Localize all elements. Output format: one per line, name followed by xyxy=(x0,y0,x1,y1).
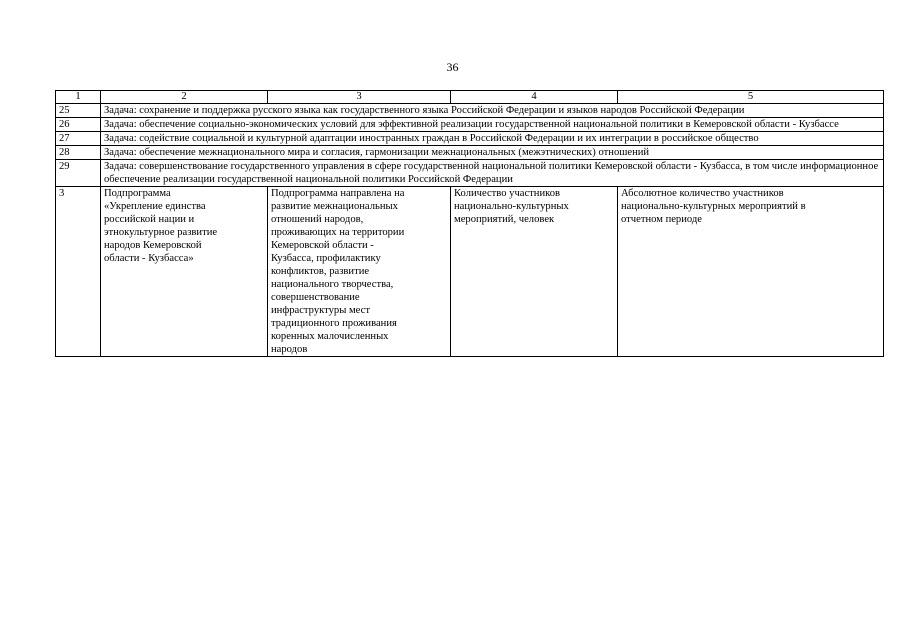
header-col-4: 4 xyxy=(451,91,618,104)
task-text: Задача: обеспечение социально-экономических условий для эффективной реализации государственной национальной политики в Кемеровской области - Кузбассе xyxy=(101,118,884,132)
header-col-5: 5 xyxy=(618,91,884,104)
table-row-task-28 xyxy=(56,146,884,160)
table-row-task-25 xyxy=(56,104,884,118)
table-row-task-29 xyxy=(56,160,884,187)
task-text: Задача: обеспечение межнационального мира и согласия, гармонизации межнациональных (межэтнических) отношений xyxy=(101,146,884,160)
table-row-task-26 xyxy=(56,118,884,132)
task-text: Задача: совершенствование государственного управления в сфере государственной национальной политики Кемеровской области - Кузбасса, в том числе информационное обеспечение реализации государственной национальной политики Российской Федерации xyxy=(101,160,884,187)
table-row-subprogram xyxy=(56,187,884,357)
indicator-name: Количество участников национально-культурных мероприятий, человек xyxy=(451,187,618,357)
row-number: 28 xyxy=(56,146,101,160)
row-number: 25 xyxy=(56,104,101,118)
row-number: 3 xyxy=(56,187,101,357)
header-col-1: 1 xyxy=(56,91,101,104)
task-text: Задача: сохранение и поддержка русского языка как государственного языка Российской Федерации и языков народов Российской Федерации xyxy=(101,104,884,118)
row-number: 27 xyxy=(56,132,101,146)
row-number: 26 xyxy=(56,118,101,132)
header-col-3: 3 xyxy=(268,91,451,104)
subprogram-description: Подпрограмма направлена на развитие межнациональных отношений народов, проживающих на территории Кемеровской области - Кузбасса, профилактику конфликтов, развитие национального творчества, совершенствование инфраструктуры мест традиционного проживания коренных малочисленных народов xyxy=(268,187,451,357)
page-number: 36 xyxy=(446,60,459,74)
row-number: 29 xyxy=(56,160,101,187)
table-header-row xyxy=(56,91,884,104)
header-col-2: 2 xyxy=(101,91,268,104)
indicator-method: Абсолютное количество участников национально-культурных мероприятий в отчетном периоде xyxy=(618,187,884,357)
indicator-table xyxy=(55,90,884,357)
task-text: Задача: содействие социальной и культурной адаптации иностранных граждан в Российской Федерации и их интеграции в российское общество xyxy=(101,132,884,146)
subprogram-name: Подпрограмма «Укрепление единства российской нации и этнокультурное развитие народов Кемеровской области - Кузбасса» xyxy=(101,187,268,357)
table-row-task-27 xyxy=(56,132,884,146)
